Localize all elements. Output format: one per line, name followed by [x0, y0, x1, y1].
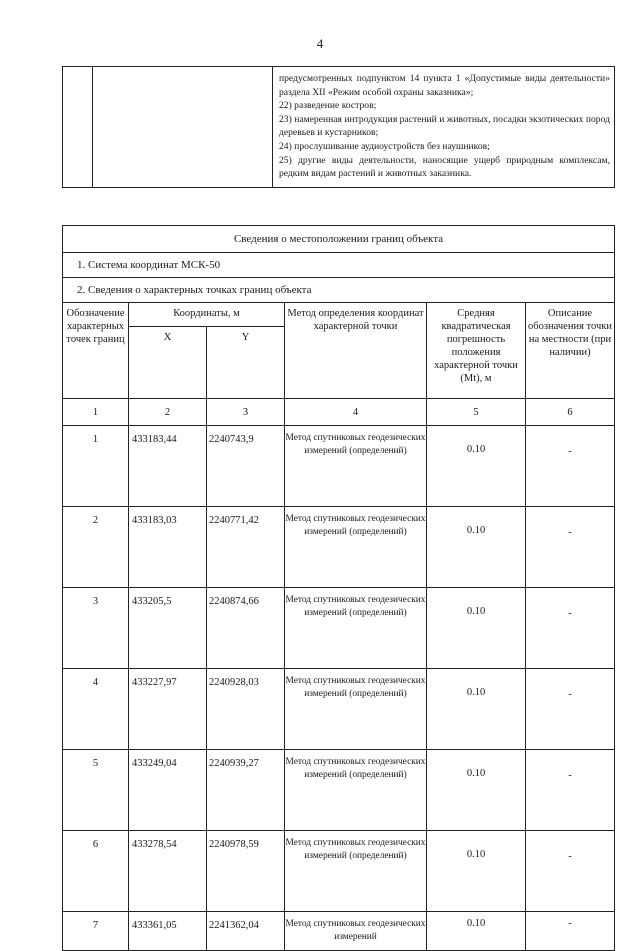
boundary-points-table: [62, 225, 615, 951]
table-row: [63, 750, 615, 831]
header-y: Y: [207, 327, 285, 399]
table-row: [63, 426, 615, 507]
header-accuracy: Средняя квадратическая погрешность положения характерной точки (Mt), м: [427, 303, 526, 399]
point-number: 4: [63, 669, 129, 750]
continuation-table: [62, 66, 615, 188]
column-number: 5: [427, 399, 526, 426]
column-number: 1: [63, 399, 129, 426]
column-number: 4: [285, 399, 427, 426]
continuation-cell-empty-2: [93, 67, 273, 188]
coord-x: 433183,44: [129, 426, 207, 507]
description-cell: -: [526, 426, 615, 507]
header-point-designation: Обозначение характерных точек границ: [63, 303, 129, 399]
accuracy-cell: 0.10: [427, 912, 526, 951]
description-cell: -: [526, 669, 615, 750]
coord-y: 2240743,9: [207, 426, 285, 507]
coord-x: 433278,54: [129, 831, 207, 912]
point-number: 3: [63, 588, 129, 669]
text-line: 25) другие виды деятельности, наносящие ущерб природным комплексам, редким видам растений и животных заказника.: [279, 154, 610, 180]
method-cell: Метод спутниковых геодезических измерений (определений): [285, 831, 427, 912]
header-description: Описание обозначения точки на местности (при наличии): [526, 303, 615, 399]
point-number: 7: [63, 912, 129, 951]
point-number: 2: [63, 507, 129, 588]
prohibited-activities-text: [273, 67, 615, 188]
method-cell: Метод спутниковых геодезических измерений: [285, 912, 427, 951]
column-number: 2: [129, 399, 207, 426]
coord-y: 2240978,59: [207, 831, 285, 912]
accuracy-cell: 0.10: [427, 669, 526, 750]
coord-x: 433249,04: [129, 750, 207, 831]
accuracy-cell: 0.10: [427, 588, 526, 669]
text-line: 22) разведение костров;: [279, 100, 377, 112]
header-coordinates: Координаты, м: [129, 303, 285, 327]
point-number: 1: [63, 426, 129, 507]
description-cell: -: [526, 588, 615, 669]
continuation-cell-empty-1: [63, 67, 93, 188]
coord-y: 2240928,03: [207, 669, 285, 750]
header-method: Метод определения координат характерной точки: [285, 303, 427, 399]
column-number: 6: [526, 399, 615, 426]
description-cell: -: [526, 750, 615, 831]
table-row: [63, 507, 615, 588]
coord-x: 433205,5: [129, 588, 207, 669]
coord-x: 433361,05: [129, 912, 207, 951]
column-number: 3: [207, 399, 285, 426]
header-x: X: [129, 327, 207, 399]
description-cell: -: [526, 507, 615, 588]
accuracy-cell: 0.10: [427, 831, 526, 912]
method-cell: Метод спутниковых геодезических измерений (определений): [285, 588, 427, 669]
table-title: Сведения о местоположении границ объекта: [63, 226, 615, 253]
accuracy-cell: 0.10: [427, 426, 526, 507]
table-row: [63, 588, 615, 669]
accuracy-cell: 0.10: [427, 750, 526, 831]
method-cell: Метод спутниковых геодезических измерений (определений): [285, 507, 427, 588]
coord-y: 2240771,42: [207, 507, 285, 588]
coord-y: 2240939,27: [207, 750, 285, 831]
coord-x: 433227,97: [129, 669, 207, 750]
table-row: [63, 669, 615, 750]
description-cell: -: [526, 831, 615, 912]
description-cell: -: [526, 912, 615, 951]
coord-y: 2241362,04: [207, 912, 285, 951]
coordinate-system: 1. Система координат МСК-50: [63, 253, 615, 278]
table-row: [63, 912, 615, 951]
table-row: [63, 831, 615, 912]
point-number: 6: [63, 831, 129, 912]
points-section-title: 2. Сведения о характерных точках границ объекта: [63, 278, 615, 303]
method-cell: Метод спутниковых геодезических измерений (определений): [285, 426, 427, 507]
coord-y: 2240874,66: [207, 588, 285, 669]
text-line: 24) прослушивание аудиоустройств без наушников;: [279, 140, 490, 152]
method-cell: Метод спутниковых геодезических измерений (определений): [285, 669, 427, 750]
method-cell: Метод спутниковых геодезических измерений (определений): [285, 750, 427, 831]
text-line: предусмотренных подпунктом 14 пункта 1 «Допустимые виды деятельности» раздела XII «Режим особой охраны заказника»;: [279, 73, 610, 98]
text-line: 23) намеренная интродукция растений и животных, посадки экзотических пород деревьев и кустарников;: [279, 113, 610, 139]
page-number: 4: [316, 36, 324, 51]
point-number: 5: [63, 750, 129, 831]
accuracy-cell: 0.10: [427, 507, 526, 588]
coord-x: 433183,03: [129, 507, 207, 588]
